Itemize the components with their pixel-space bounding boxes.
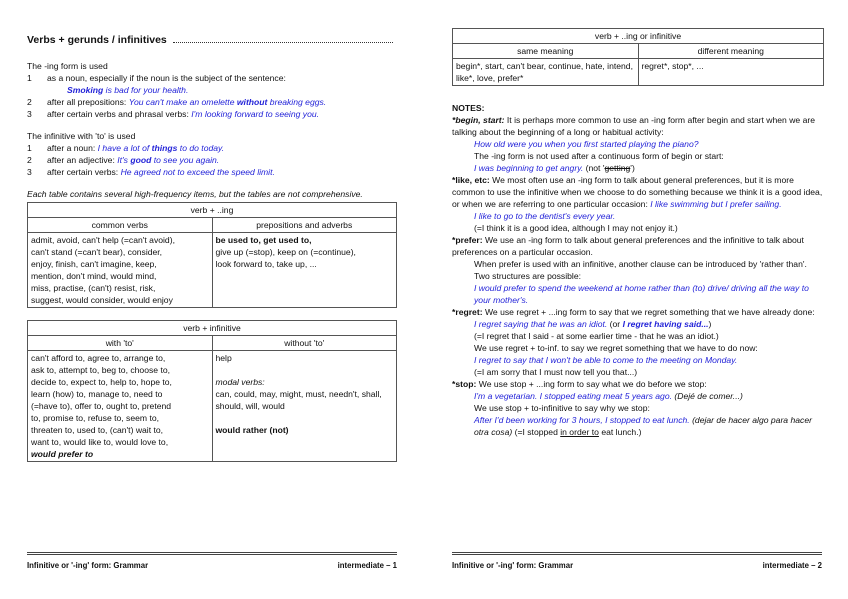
notes-heading: NOTES: <box>452 103 485 113</box>
table-cell: begin*, start, can't bear, continue, hate, intend, like*, love, prefer* <box>453 59 639 86</box>
column-header: without 'to' <box>212 336 397 351</box>
table-cell: admit, avoid, can't help (=can't avoid), can't stand (=can't bear), consider, enjoy, finish, can't imagine, keep, mention, don't mind, would mind, miss, practise, (can't) resist, risk, suggest, would consider, would enjoy <box>28 233 213 308</box>
ing-item-1: 1 as a noun, especially if the noun is the subject of the sentence: <box>27 73 286 83</box>
column-header: same meaning <box>453 44 639 59</box>
inf-item-3: 3 after certain verbs: He agreed not to exceed the speed limit. <box>27 167 275 177</box>
table-cell: be used to, get used to, give up (=stop), keep on (=continue), look forward to, take up, ... <box>212 233 397 308</box>
table-verb-infinitive <box>27 320 397 462</box>
table-cell: regret*, stop*, ... <box>638 59 824 86</box>
footer-page-2: Infinitive or '-ing' form: Grammar intermediate – 2 <box>452 552 822 572</box>
column-header: with 'to' <box>28 336 213 351</box>
note-regret: *regret: We use regret + ...ing form to say that we regret something that we have already done: I regret saying that he was an idiot. (or I regret having said...) (=I regret that I said - at some earlier time - that he was an idiot.) We use regret + to-inf. to say we regret something that we have to do now: I regret to say that I won't be able to come to the meeting on Monday. (=I am sorry that I must now tell you that...) <box>452 307 815 377</box>
table-cell: can't afford to, agree to, arrange to, ask to, attempt to, beg to, choose to, decide to, expect to, help to, hope to, learn (how) to, manage to, need to (=have to), offer to, ought to, pretend to, promise to, refuse to, seem to, threaten to, used to, (can't) wait to, want to, would like to, would love to, would prefer to <box>28 351 213 462</box>
table-verb-ing <box>27 202 397 308</box>
table-title: verb + infinitive <box>28 321 397 336</box>
column-header: common verbs <box>28 218 213 233</box>
table-title: verb + ..ing or infinitive <box>453 29 824 44</box>
note-stop: *stop: We use stop + ...ing form to say what we do before we stop: I'm a vegetarian. I stopped eating meat 5 years ago. (Dejé de comer...) We use stop + to-infinitive to say why we stop: After I'd been working for 3 hours, I stopped to eat lunch. (dejar de hacer algo para hacer otra cosa) (=I stopped in order to eat lunch.) <box>452 379 812 437</box>
table-title: verb + ..ing <box>28 203 397 218</box>
title-rule <box>173 42 393 43</box>
page-title: Verbs + gerunds / infinitives <box>27 28 397 46</box>
note-prefer: *prefer: We use an -ing form to talk about general preferences and the infinitive to talk about preferences on a particular occasion. When prefer is used with an infinitive, another clause can be introduced by 'rather than'. Two structures are possible: I would prefer to spend the weekend at home rather than (to) drive/ driving all the way to your mother's. <box>452 235 809 305</box>
ing-heading: The -ing form is used <box>27 61 108 71</box>
ing-example-1: Smoking is bad for your health. <box>67 85 189 95</box>
note-like: *like, etc: We most often use an -ing form to talk about general preferences, but it is more common to use the infinitive when we choose to do something because we think it is a good idea, or when we are referring to one particular occasion: I like swimming but I prefer sailing. I like to go to the dentist's every year. (=I think it is a good idea, although I may not enjoy it.) <box>452 175 823 233</box>
table-cell: help modal verbs: can, could, may, might, must, needn't, shall, should, will, would would rather (not) <box>212 351 397 462</box>
footer-page-1: Infinitive or '-ing' form: Grammar intermediate – 1 <box>27 552 397 572</box>
table-verb-ing-or-infinitive <box>452 28 824 86</box>
note-begin: *begin, start: It is perhaps more common to use an -ing form after begin and start when we are talking about the beginning of a long or habitual activity: How old were you when you first started playing the piano? The -ing form is not used after a continuous form of begin or start: I was beginning to get angry. (not 'getting') <box>452 115 816 173</box>
inf-item-1: 1 after a noun: I have a lot of things to do today. <box>27 143 225 153</box>
inf-item-2: 2 after an adjective: It's good to see you again. <box>27 155 220 165</box>
page-2 <box>452 28 824 438</box>
ing-item-3: 3 after certain verbs and phrasal verbs: I'm looking forward to seeing you. <box>27 109 320 119</box>
tables-caption: Each table contains several high-frequency items, but the tables are not comprehensive. <box>27 189 363 199</box>
inf-heading: The infinitive with 'to' is used <box>27 131 136 141</box>
ing-item-2: 2 after all prepositions: You can't make an omelette without breaking eggs. <box>27 97 327 107</box>
page-1 <box>27 28 397 462</box>
column-header: prepositions and adverbs <box>212 218 397 233</box>
column-header: different meaning <box>638 44 824 59</box>
